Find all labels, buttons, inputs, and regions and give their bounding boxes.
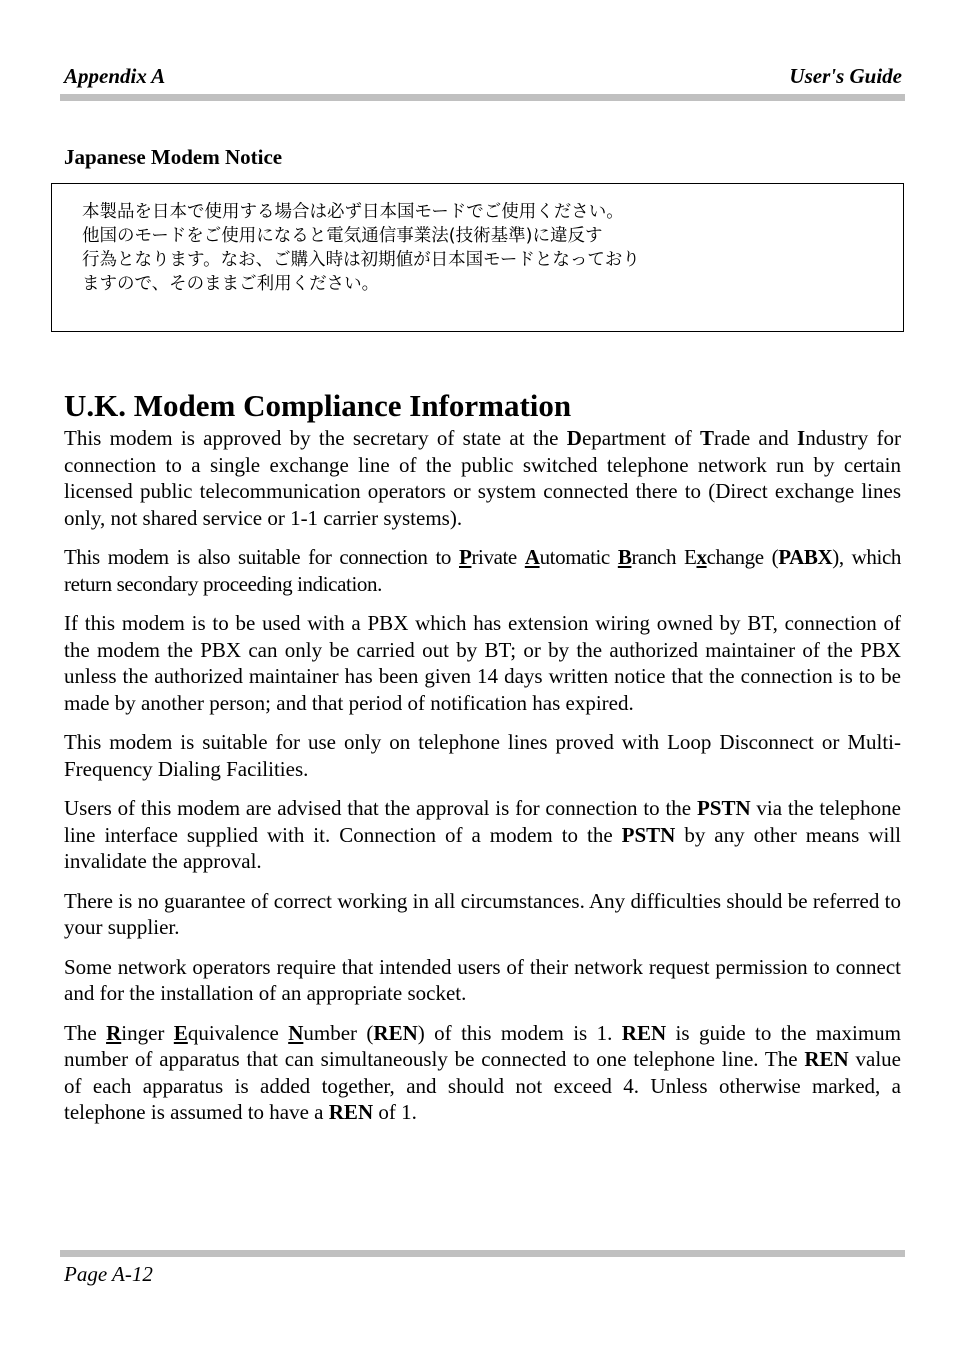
- notice-line: 他国のモードをご使用になると電気通信事業法(技術基準)に違反す: [82, 226, 603, 246]
- header-rule: [60, 94, 905, 101]
- paragraph-approval: This modem is approved by the secretary of state at the Department of Trade and Industry for connection to a single exchange line of the public switched telephone network run by certain licensed public telecommunication operators or system connected there to (Direct exchange lines only, not shared service or 1-1 carrier systems).: [64, 426, 902, 530]
- notice-line: 本製品を日本で使用する場合は必ず日本国モードでご使用ください。: [82, 202, 624, 222]
- header-appendix: Appendix A: [64, 64, 166, 88]
- paragraph-pstn: Users of this modem are advised that the approval is for connection to the PSTN via the telephone line interface supplied with it. Connection of a modem to the PSTN by any other means will invalidate the approval.: [64, 796, 901, 873]
- page-number: Page A-12: [64, 1262, 153, 1286]
- notice-line: 行為となります。なお、ご購入時は初期値が日本国モードとなっており: [82, 250, 640, 270]
- section-body: [64, 425, 901, 1139]
- footer-rule: [60, 1250, 905, 1257]
- paragraph-network-operators: Some network operators require that intended users of their network request permission to connect and for the installation of an appropriate socket.: [64, 954, 901, 1005]
- paragraph-ren: The Ringer Equivalence Number (REN) of this modem is 1. REN is guide to the maximum number of apparatus that can simultaneously be connected to one telephone line. The REN value of each apparatus is added together, and should not exceed 4. Unless otherwise marked, a telephone is assumed to have a REN of 1.: [64, 1020, 901, 1124]
- paragraph-pabx: This modem is also suitable for connection to Private Automatic Branch Exchange (PABX), which return secondary proceeding indication.: [64, 545, 901, 596]
- japanese-notice-title: Japanese Modem Notice: [64, 145, 283, 169]
- japanese-notice-box: [51, 183, 904, 332]
- paragraph-guarantee: There is no guarantee of correct working in all circumstances. Any difficulties should be referred to your supplier.: [64, 888, 901, 939]
- section-title: U.K. Modem Compliance Information: [64, 388, 572, 423]
- notice-line: ますので、そのままご利用ください。: [82, 274, 380, 294]
- paragraph-loop-disconnect: This modem is suitable for use only on telephone lines proved with Loop Disconnect or Multi-Frequency Dialing Facilities.: [64, 730, 901, 781]
- header-guide-title: User's Guide: [789, 64, 902, 88]
- japanese-notice-text: [82, 200, 640, 296]
- paragraph-pbx: If this modem is to be used with a PBX which has extension wiring owned by BT, connection of the modem the PBX can only be carried out by BT; or by the authorized maintainer of the PBX unless the authorized maintainer has been given 14 days written notice that the connection is to be made by another person; and that period of notification has expired.: [64, 611, 901, 715]
